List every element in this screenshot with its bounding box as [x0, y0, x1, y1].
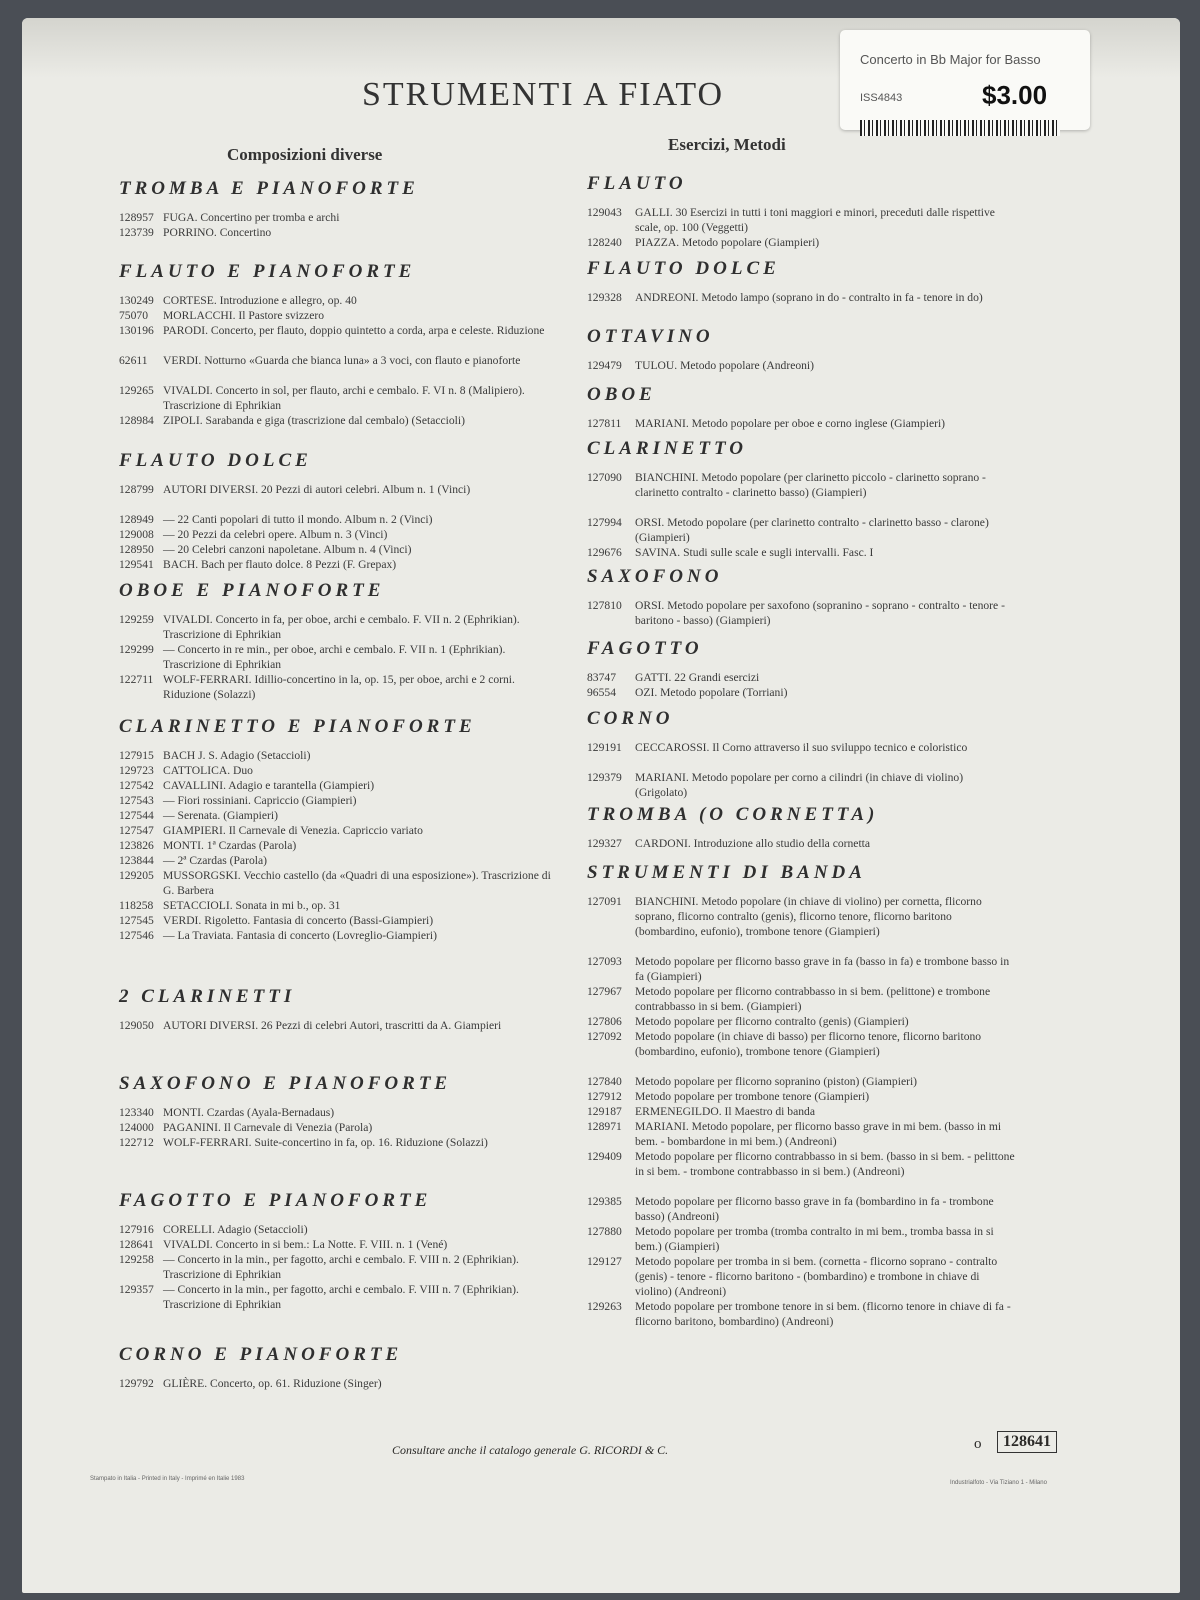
catalog-number: 129187: [587, 1105, 622, 1118]
entry-description: Metodo popolare (in chiave di basso) per flicorno tenore, flicorno baritono (bombardino, eufonio), trombone tenore (Giampieri): [635, 1030, 982, 1058]
catalog-number: 122712: [119, 1136, 154, 1149]
entry-description: — 20 Celebri canzoni napoletane. Album n. 4 (Vinci): [163, 543, 412, 556]
catalog-number: 127810: [587, 599, 622, 612]
left-section-title: CORNO E PIANOFORTE: [119, 1344, 403, 1365]
catalog-number: 129409: [587, 1150, 622, 1163]
catalog-number: 129723: [119, 764, 154, 777]
entry-description: WOLF-FERRARI. Idillio-concertino in la, op. 15, per oboe, archi e 2 corni. Riduzione (Solazzi): [163, 673, 515, 701]
entry-description: — Serenata. (Giampieri): [163, 809, 278, 822]
catalog-number: 128957: [119, 211, 154, 224]
catalog-number: 129050: [119, 1019, 154, 1032]
right-column-heading: Esercizi, Metodi: [668, 135, 786, 154]
right-section-title: CLARINETTO: [587, 438, 748, 459]
entry-description: ORSI. Metodo popolare per saxofono (sopranino - soprano - contralto - tenore - baritono - basso) (Giampieri): [635, 599, 1005, 627]
catalog-number: 129043: [587, 206, 622, 219]
catalog-number: 123826: [119, 839, 154, 852]
left-section-title: SAXOFONO E PIANOFORTE: [119, 1073, 452, 1094]
catalog-number: 127967: [587, 985, 622, 998]
entry-description: Metodo popolare per flicorno contrabbasso in si bem. (pelittone) e trombone contrabbasso in si bem. (Giampieri): [635, 985, 991, 1013]
catalog-number: 124000: [119, 1121, 154, 1134]
entry-description: PIAZZA. Metodo popolare (Giampieri): [635, 236, 820, 249]
left-section-title: 2 CLARINETTI: [119, 986, 296, 1007]
left-section-title: TROMBA E PIANOFORTE: [119, 178, 419, 199]
entry-description: WOLF-FERRARI. Suite-concertino in fa, op. 16. Riduzione (Solazzi): [163, 1136, 488, 1149]
entry-description: MARIANI. Metodo popolare per oboe e corno inglese (Giampieri): [635, 417, 946, 430]
entry-description: SETACCIOLI. Sonata in mi b., op. 31: [163, 899, 341, 912]
catalog-number: 128240: [587, 236, 622, 249]
entry-description: PORRINO. Concertino: [163, 226, 272, 239]
entry-description: BIANCHINI. Metodo popolare (per clarinetto piccolo - clarinetto soprano - clarinetto contralto - clarinetto basso) (Giampieri): [635, 471, 986, 499]
entry-description: GLIÈRE. Concerto, op. 61. Riduzione (Singer): [163, 1377, 382, 1390]
catalog-number: 129328: [587, 291, 622, 304]
price-tag: [840, 30, 1090, 130]
entry-description: — La Traviata. Fantasia di concerto (Lovreglio-Giampieri): [163, 929, 437, 942]
right-section-title: SAXOFONO: [587, 566, 723, 587]
catalog-number: 129299: [119, 643, 154, 656]
entry-description: AUTORI DIVERSI. 26 Pezzi di celebri Autori, trascritti da A. Giampieri: [163, 1019, 502, 1032]
entry-description: CECCAROSSI. Il Corno attraverso il suo sviluppo tecnico e coloristico: [635, 741, 968, 754]
catalog-number: 129008: [119, 528, 154, 541]
entry-description: — 22 Canti popolari di tutto il mondo. Album n. 2 (Vinci): [163, 513, 433, 526]
entry-description: — 2ª Czardas (Parola): [163, 854, 267, 867]
entry-description: — Concerto in la min., per fagotto, archi e cembalo. F. VIII n. 2 (Ephrikian). Trascrizione di Ephrikian: [163, 1253, 519, 1281]
catalog-number: 129327: [587, 837, 622, 850]
entry-description: CORELLI. Adagio (Setaccioli): [163, 1223, 308, 1236]
left-section-title: FLAUTO DOLCE: [119, 450, 312, 471]
catalog-number: 129205: [119, 869, 154, 882]
right-section-title: FAGOTTO: [587, 638, 703, 659]
entry-description: Metodo popolare per trombone tenore (Giampieri): [635, 1090, 870, 1103]
right-section-title: FLAUTO: [587, 173, 687, 194]
catalog-number: 128799: [119, 483, 154, 496]
catalog-number: 127912: [587, 1090, 622, 1103]
catalog-number: 128949: [119, 513, 154, 526]
entry-description: CAVALLINI. Adagio e tarantella (Giampieri): [163, 779, 375, 792]
entry-description: OZI. Metodo popolare (Torriani): [635, 686, 788, 699]
right-section-title: OTTAVINO: [587, 326, 714, 347]
left-column-heading: Composizioni diverse: [227, 145, 383, 164]
right-section-title: CORNO: [587, 708, 674, 729]
catalog-number: 75070: [119, 309, 148, 322]
catalog-number: 129385: [587, 1195, 622, 1208]
entry-description: Metodo popolare per trombone tenore in si bem. (flicorno tenore in chiave di fa - flicorno baritono, bombardino) (Andreoni): [635, 1300, 1011, 1328]
entry-description: CARDONI. Introduzione allo studio della cornetta: [635, 837, 871, 850]
catalog-number: 128984: [119, 414, 154, 427]
page-title: STRUMENTI A FIATO: [362, 76, 725, 113]
entry-description: — Concerto in la min., per fagotto, archi e cembalo. F. VIII n. 7 (Ephrikian). Trascrizione di Ephrikian: [163, 1283, 519, 1311]
entry-description: Metodo popolare per flicorno basso grave in fa (bombardino in fa - trombone basso) (Andreoni): [635, 1195, 994, 1223]
catalog-number: 62611: [119, 354, 148, 367]
catalog-number: 129357: [119, 1283, 154, 1296]
entry-description: MUSSORGSKI. Vecchio castello (da «Quadri di una esposizione»). Trascrizione di G. Barbera: [163, 869, 551, 897]
right-section-title: OBOE: [587, 384, 656, 405]
catalog-number: 129259: [119, 613, 154, 626]
catalog-number: 129379: [587, 771, 622, 784]
entry-description: PAGANINI. Il Carnevale di Venezia (Parola): [163, 1121, 373, 1134]
catalog-number: 127880: [587, 1225, 622, 1238]
catalog-number: 123340: [119, 1106, 154, 1119]
entry-description: BACH. Bach per flauto dolce. 8 Pezzi (F. Grepax): [163, 558, 397, 571]
barcode: [860, 120, 1060, 136]
catalog-number: 130196: [119, 324, 154, 337]
catalog-number: 127092: [587, 1030, 622, 1043]
catalog-number: 130249: [119, 294, 154, 307]
catalog-number: 129263: [587, 1300, 622, 1313]
entry-description: ORSI. Metodo popolare (per clarinetto contralto - clarinetto basso - clarone) (Giampieri): [635, 516, 989, 544]
catalog-number: 128950: [119, 543, 154, 556]
catalog-number: 127543: [119, 794, 154, 807]
catalog-number: 128641: [119, 1238, 154, 1251]
entry-description: CORTESE. Introduzione e allegro, op. 40: [163, 294, 357, 307]
price-tag-title: Concerto in Bb Major for Basso: [860, 52, 1041, 67]
entry-description: MARIANI. Metodo popolare, per flicorno basso grave in mi bem. (basso in mi bem. - bombardone in mi bem.) (Andreoni): [635, 1120, 1002, 1148]
catalog-number: 128971: [587, 1120, 622, 1133]
entry-description: ERMENEGILDO. Il Maestro di banda: [635, 1105, 815, 1118]
price-tag-price: $3.00: [982, 80, 1048, 110]
catalog-number: 127547: [119, 824, 154, 837]
catalog-number: 127545: [119, 914, 154, 927]
footer-mark: o: [974, 1436, 982, 1452]
entry-description: Metodo popolare per flicorno basso grave in fa (basso in fa) e trombone basso in fa (Giampieri): [635, 955, 1010, 983]
catalog-number: 127091: [587, 895, 622, 908]
entry-description: Metodo popolare per tromba (tromba contralto in mi bem., tromba bassa in si bem.) (Giampieri): [635, 1225, 994, 1253]
catalog-number: 127840: [587, 1075, 622, 1088]
catalog-number: 122711: [119, 673, 154, 686]
entry-description: MARIANI. Metodo popolare per corno a cilindri (in chiave di violino) (Grigolato): [635, 771, 964, 799]
catalog-number: 129127: [587, 1255, 622, 1268]
entry-description: Metodo popolare per tromba in si bem. (cornetta - flicorno soprano - contralto (genis) - tenore - flicorno baritono - (bombardino) e trombone in chiave di violino) (Andreoni): [635, 1255, 998, 1298]
entry-description: ZIPOLI. Sarabanda e giga (trascrizione dal cembalo) (Setaccioli): [163, 414, 465, 427]
entry-description: PARODI. Concerto, per flauto, doppio quintetto a corda, arpa e celeste. Riduzione: [163, 324, 545, 337]
entry-description: MORLACCHI. Il Pastore svizzero: [163, 309, 324, 322]
catalog-number: 96554: [587, 686, 616, 699]
catalog-code-box: 128641: [997, 1431, 1057, 1453]
entry-description: VIVALDI. Concerto in sol, per flauto, archi e cembalo. F. VI n. 8 (Malipiero). Trascrizione di Ephrikian: [163, 384, 525, 412]
catalog-number: 129541: [119, 558, 154, 571]
entry-description: Metodo popolare per flicorno contrabbasso in si bem. (basso in si bem. - pelittone in si bem. - trombone contrabbasso in si bem.) (Andreoni): [635, 1150, 1015, 1178]
entry-description: — 20 Pezzi da celebri opere. Album n. 3 (Vinci): [163, 528, 388, 541]
catalog-number: 127090: [587, 471, 622, 484]
catalog-number: 129265: [119, 384, 154, 397]
catalog-number: 127542: [119, 779, 154, 792]
entry-description: Metodo popolare per flicorno sopranino (piston) (Giampieri): [635, 1075, 918, 1088]
catalog-number: 127916: [119, 1223, 154, 1236]
footer-note: Consultare anche il catalogo generale G. RICORDI & C.: [392, 1443, 669, 1457]
catalog-number: 127915: [119, 749, 154, 762]
catalog-page: [22, 18, 1180, 1593]
entry-description: VIVALDI. Concerto in si bem.: La Notte. F. VIII. n. 1 (Vené): [163, 1238, 448, 1251]
left-section-title: FLAUTO E PIANOFORTE: [119, 261, 416, 282]
catalog-number: 127093: [587, 955, 622, 968]
left-section-title: CLARINETTO E PIANOFORTE: [119, 716, 476, 737]
entry-description: FUGA. Concertino per tromba e archi: [163, 211, 340, 224]
catalog-number: 118258: [119, 899, 154, 912]
entry-description: MONTI. Czardas (Ayala-Bernadaus): [163, 1106, 335, 1119]
right-section-title: FLAUTO DOLCE: [587, 258, 780, 279]
entry-description: SAVINA. Studi sulle scale e sugli intervalli. Fasc. I: [635, 546, 874, 559]
catalog-number: 129792: [119, 1377, 154, 1390]
entry-description: Metodo popolare per flicorno contralto (genis) (Giampieri): [635, 1015, 909, 1028]
catalog-number: 123844: [119, 854, 154, 867]
catalog-number: 127994: [587, 516, 622, 529]
catalog-number: 129479: [587, 359, 622, 372]
entry-description: AUTORI DIVERSI. 20 Pezzi di autori celebri. Album n. 1 (Vinci): [163, 483, 471, 496]
entry-description: CATTOLICA. Duo: [163, 764, 253, 777]
entry-description: ANDREONI. Metodo lampo (soprano in do - contralto in fa - tenore in do): [635, 291, 983, 304]
entry-description: — Fiori rossiniani. Capriccio (Giampieri): [163, 794, 357, 807]
entry-description: GIAMPIERI. Il Carnevale di Venezia. Capriccio variato: [163, 824, 423, 837]
right-section-title: TROMBA (O CORNETTA): [587, 804, 879, 825]
right-section-title: STRUMENTI DI BANDA: [587, 862, 866, 883]
price-tag-code: ISS4843: [860, 92, 903, 104]
entry-description: VIVALDI. Concerto in fa, per oboe, archi e cembalo. F. VII n. 2 (Ephrikian). Trascrizione di Ephrikian: [163, 613, 520, 641]
catalog-number: 83747: [587, 671, 616, 684]
catalog-number: 127806: [587, 1015, 622, 1028]
catalog-number: 123739: [119, 226, 154, 239]
catalog-number: 129258: [119, 1253, 154, 1266]
left-section-title: FAGOTTO E PIANOFORTE: [119, 1190, 432, 1211]
left-section-title: OBOE E PIANOFORTE: [119, 580, 385, 601]
entry-description: — Concerto in re min., per oboe, archi e cembalo. F. VII n. 1 (Ephrikian). Trascrizione di Ephrikian: [163, 643, 506, 671]
printer-note: Industrialfoto - Via Tiziano 1 - Milano: [950, 1480, 1047, 1486]
entry-description: VERDI. Notturno «Guarda che bianca luna» a 3 voci, con flauto e pianoforte: [163, 354, 521, 367]
printed-in-note: Stampato in Italia - Printed in Italy - Imprimé en Italie 1983: [90, 1476, 245, 1482]
catalog-number: 129191: [587, 741, 622, 754]
catalog-number: 129676: [587, 546, 622, 559]
entry-description: GALLI. 30 Esercizi in tutti i toni maggiori e minori, preceduti dalle rispettive scale, op. 100 (Veggetti): [635, 206, 995, 234]
entry-description: BACH J. S. Adagio (Setaccioli): [163, 749, 311, 762]
catalog-number: 127544: [119, 809, 154, 822]
catalog-number: 127811: [587, 417, 622, 430]
entry-description: BIANCHINI. Metodo popolare (in chiave di violino) per cornetta, flicorno soprano, flicorno contralto (genis), flicorno tenore, flicorno baritono (bombardino, eufonio), trombone tenore (Giampieri): [635, 895, 982, 938]
catalog-number: 127546: [119, 929, 154, 942]
entry-description: VERDI. Rigoletto. Fantasia di concerto (Bassi-Giampieri): [163, 914, 434, 927]
entry-description: TULOU. Metodo popolare (Andreoni): [635, 359, 815, 372]
entry-description: MONTI. 1ª Czardas (Parola): [163, 839, 297, 852]
entry-description: GATTI. 22 Grandi esercizi: [635, 671, 760, 684]
